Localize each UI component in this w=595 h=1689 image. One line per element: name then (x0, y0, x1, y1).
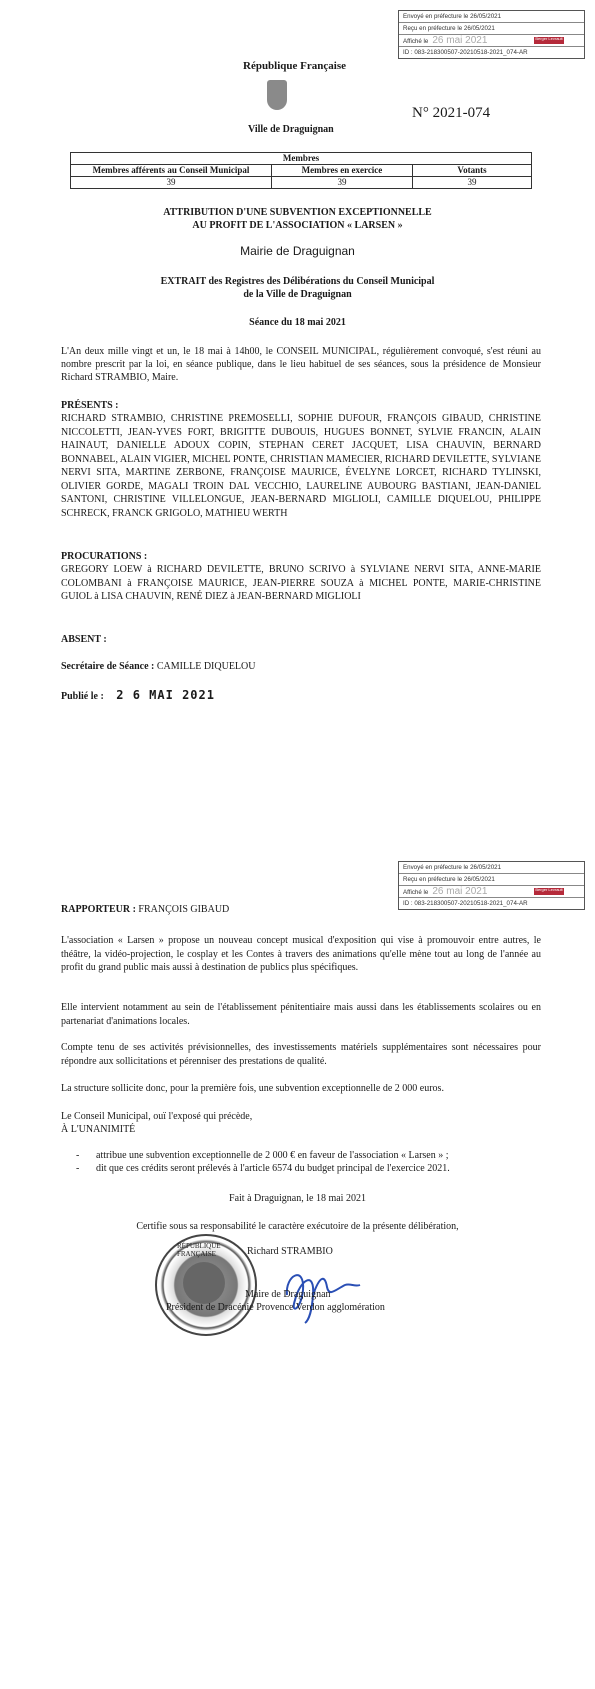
signature-role-maire: Maire de Draguignan (245, 1289, 331, 1300)
membres-header-afferents: Membres afférents au Conseil Municipal (71, 165, 272, 177)
rapporteur-label: RAPPORTEUR : (61, 904, 136, 915)
stamp-envoye: Envoyé en préfecture le 26/05/2021 (399, 862, 584, 874)
unanimite: À L'UNANIMITÉ (61, 1124, 136, 1135)
seal-text: RÉPUBLIQUE FRANÇAISE (177, 1242, 221, 1258)
membres-title: Membres (71, 153, 532, 165)
presents-label: PRÉSENTS : (61, 400, 119, 411)
signature-name: Richard STRAMBIO (247, 1246, 333, 1257)
draguignan-coat-of-arms-icon (267, 80, 287, 110)
publie-date-stamp: 2 6 MAI 2021 (116, 688, 215, 702)
prefecture-stamp-top (398, 10, 585, 59)
decision-item-text: dit que ces crédits seront prélevés à l'article 6574 du budget principal de l'exercice 2021. (96, 1163, 450, 1174)
secretaire-value: CAMILLE DIQUELOU (156, 661, 256, 672)
secretaire-label: Secrétaire de Séance : (61, 661, 155, 672)
absent-label: ABSENT : (61, 634, 107, 645)
extrait-line-2: de la Ville de Draguignan (243, 289, 352, 300)
ville-de-draguignan: Ville de Draguignan (248, 124, 334, 135)
stamp-id: ID : 083-218300507-20210518-2021_074-AR (403, 49, 528, 56)
decision-item: - attribue une subvention exceptionnelle de 2 000 € en faveur de l'association « Larsen » ; (76, 1150, 449, 1161)
extrait-line-1: EXTRAIT des Registres des Délibérations du Conseil Municipal (160, 276, 435, 287)
prefecture-stamp-bottom (398, 861, 585, 910)
membres-value-exercice: 39 (272, 177, 413, 189)
official-seal (155, 1234, 253, 1332)
membres-value-votants: 39 (413, 177, 532, 189)
stamp-affiche-label: Affiché le (403, 38, 429, 45)
membres-table (70, 152, 532, 189)
stamp-id: ID : 083-218300507-20210518-2021_074-AR (403, 900, 528, 907)
presents-list: RICHARD STRAMBIO, CHRISTINE PREMOSELLI, SOPHIE DUFOUR, FRANÇOIS GIBAUD, CHRISTINE NICCOLETTI, JEAN-YVES FORT, BRIGITTE DUBOUIS, HUGUES BONNET, SYLVIE FRANCIN, ALAIN HAINAUT, DANIELLE ADOUX COPIN, STEPHAN CERET JACQUET, LISA CHAUVIN, BERNARD BONNABEL, ALAIN VIGIER, MICHEL PONTE, CHRISTIAN MAMECIER, RICHARD DEVILETTE, SYLVIANE NERVI SITA, MARTINE ZERBONE, FRANÇOISE MAURICE, ÉVELYNE LORCET, RICHARD TYLINSKI, OLIVIER GORDE, MAGALI TROIN DAL VECCHIO, LAURELINE AUBOURG BASTIANI, JEAN-DANIEL SANTONI, CHRISTINE VILLELONGUE, JEAN-BERNARD MIGLIOLI, CAMILLE DIQUELOU, PHILIPPE SCHRECK, FRANCK GRIGOLO, MATHIEU WERTH (61, 413, 541, 519)
decision-item-text: attribue une subvention exceptionnelle de 2 000 € en faveur de l'association « Larsen » ; (96, 1150, 449, 1161)
certifie: Certifie sous sa responsabilité le caractère exécutoire de la présente délibération, (136, 1221, 459, 1232)
mairie-title: Mairie de Draguignan (240, 244, 355, 258)
attribution-title-1: ATTRIBUTION D'UNE SUBVENTION EXCEPTIONNELLE (163, 207, 432, 218)
stamp-affiche-date: 26 mai 2021 (432, 35, 488, 46)
signature-role-president: Président de Dracénie Provence Verdon agglomération (166, 1302, 385, 1313)
publie-label: Publié le : (61, 691, 104, 702)
membres-header-votants: Votants (413, 165, 532, 177)
stamp-affiche-date: 26 mai 2021 (432, 886, 488, 897)
intro-paragraph: L'An deux mille vingt et un, le 18 mai à 14h00, le CONSEIL MUNICIPAL, régulièrement convoqué, s'est réuni au nombre prescrit par la loi, en séance publique, dans le lieu habituel de ses séances, sous la présidence de Monsieur Richard STRAMBIO, Maire. (61, 346, 541, 383)
stamp-affiche-label: Affiché le (403, 889, 429, 896)
berger-levrault-logo: Berger Levrault (534, 888, 564, 895)
membres-value-afferents: 39 (71, 177, 272, 189)
fait-a: Fait à Draguignan, le 18 mai 2021 (229, 1193, 366, 1204)
decision-list (76, 1150, 450, 1176)
rapporteur-value: FRANÇOIS GIBAUD (138, 904, 230, 915)
publie (61, 688, 215, 702)
seal-emblem-icon (183, 1262, 225, 1304)
attribution-title-2: AU PROFIT DE L'ASSOCIATION « LARSEN » (192, 220, 403, 231)
decision-item: - dit que ces crédits seront prélevés à l'article 6574 du budget principal de l'exercice 2021. (76, 1163, 450, 1174)
membres-header-exercice: Membres en exercice (272, 165, 413, 177)
berger-levrault-logo: Berger Levrault (534, 37, 564, 44)
deliberation-number: N° 2021-074 (412, 105, 491, 121)
stamp-envoye: Envoyé en préfecture le 26/05/2021 (399, 11, 584, 23)
seance-date: Séance du 18 mai 2021 (249, 317, 346, 328)
paragraph-sollicite: La structure sollicite donc, pour la première fois, une subvention exceptionnelle de 2 000 euros. (61, 1083, 444, 1094)
conseil-line: Le Conseil Municipal, ouï l'exposé qui précède, (61, 1111, 253, 1122)
rapporteur (61, 904, 229, 915)
procurations-list: GREGORY LOEW à RICHARD DEVILETTE, BRUNO SCRIVO à SYLVIANE NERVI SITA, ANNE-MARIE COLOMBANI à FRANÇOISE MAURICE, JEAN-PIERRE SOUZA à MICHEL PONTE, MARIE-CHRISTINE GUIOL à LISA CHAUVIN, RENÉ DIEZ à JEAN-BERNARD MIGLIOLI (61, 564, 541, 602)
republique-francaise: République Française (243, 60, 346, 72)
stamp-recu: Reçu en préfecture le 26/05/2021 (399, 874, 584, 886)
procurations-label: PROCURATIONS : (61, 551, 148, 562)
paragraph-activites: Compte tenu de ses activités prévisionnelles, des investissements matériels supplémentaires sont nécessaires pour répondre aux sollicitations et pérenniser des prestations de qualité. (61, 1042, 541, 1067)
stamp-affiche (399, 35, 584, 47)
stamp-affiche (399, 886, 584, 898)
secretaire (61, 661, 255, 672)
paragraph-intervention: Elle intervient notamment au sein de l'établissement pénitentiaire mais aussi dans les établissements scolaires ou en partenariat d'animations locales. (61, 1002, 541, 1027)
paragraph-association: L'association « Larsen » propose un nouveau concept musical d'exposition qui vise à promouvoir entre autres, le théâtre, la vidéo-projection, le cosplay et les Contes à travers des animations qu'elle mène tout au long de l'année au profit du grand public mais aussi à destination de publics plus spécifiques. (61, 935, 541, 973)
stamp-recu: Reçu en préfecture le 26/05/2021 (399, 23, 584, 35)
